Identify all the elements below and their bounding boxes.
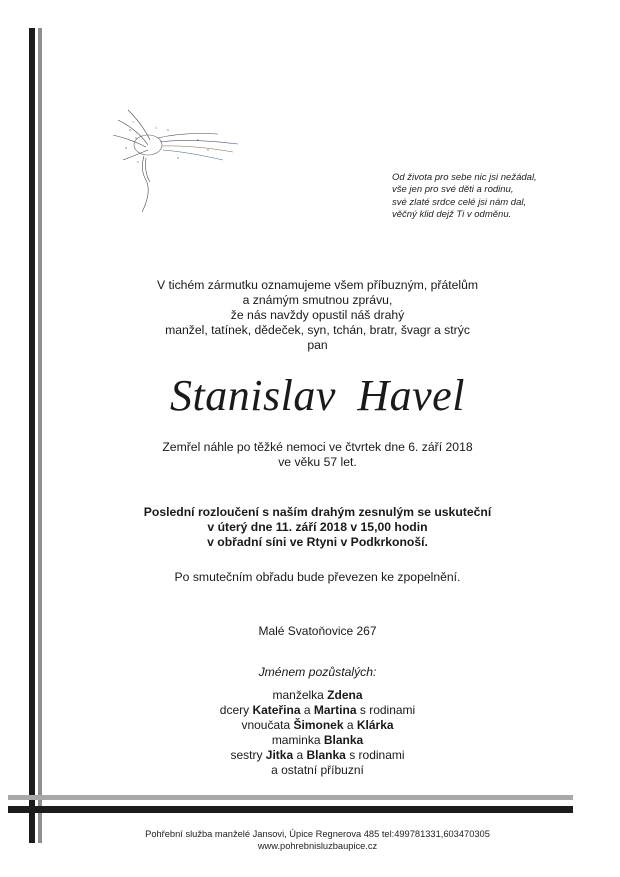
survivor-name: Jitka [265,748,294,762]
survivor-text: a ostatní příbuzní [271,763,364,777]
survivor-name: Šimonek [293,718,344,732]
cremation-note: Po smutečním obřadu bude převezen ke zpopelnění. [174,570,461,584]
survivor-text: vnoučata [241,718,294,732]
footer-contact: Pohřební služba manželé Jansovi, Úpice Regnerova 485 tel:499781331,603470305 [145,829,490,839]
intro-line: že nás navždy opustil náš drahý [230,308,405,322]
survivor-name: Klárka [356,718,394,732]
frame-vertical-dark-line [29,28,35,843]
death-info [40,440,595,470]
survivor-row [40,718,595,733]
age-line: ve věku 57 let. [278,455,357,469]
footer-website: www.pohrebnisluzbaupice.cz [257,841,378,851]
frame-horizontal-dark-line [8,806,573,813]
survivor-text: sestry [230,748,266,762]
motto-line: vše jen pro své děti a rodinu, [392,184,514,196]
intro-line: pan [307,338,328,352]
survivor-row [40,688,595,703]
survivor-row [40,733,595,748]
intro-line: manžel, tatínek, dědeček, syn, tchán, bratr, švagr a strýc [165,323,470,337]
mourning-ornament-icon [108,100,248,220]
survivors-list [40,688,595,778]
motto-line: své zlaté srdce celé jsi nám dal, [392,196,527,208]
survivor-name: Zdena [327,688,363,702]
deceased-name: Stanislav Havel [170,371,465,420]
funeral-info [40,505,595,550]
survivor-row [40,748,595,763]
survivor-text: s rodinami [356,703,416,717]
motto-line: věčný klid dejž Ti v odměnu. [392,209,512,221]
survivor-text: a [300,703,314,717]
survivor-text: a [343,718,357,732]
motto-line: Od života pro sebe nic jsi nežádal, [392,172,537,183]
survivor-text: s rodinami [345,748,405,762]
announcement-intro [40,278,595,353]
survivor-row [40,703,595,718]
survivor-name: Martina [313,703,357,717]
motto-verse [392,172,592,222]
survivor-row [40,763,595,778]
funeral-service-footer [40,828,595,852]
survivor-text: dcery [219,703,253,717]
survivors-heading: Jménem pozůstalých: [258,665,377,679]
survivor-name: Blanka [323,733,364,747]
funeral-line: v obřadní síni ve Rtyni v Podkrkonoší. [207,535,428,549]
death-line: Zemřel náhle po těžké nemoci ve čtvrtek dne 6. září 2018 [162,440,473,454]
intro-line: V tichém zármutku oznamujeme všem příbuzným, přátelům [156,278,479,292]
address: Malé Svatoňovice 267 [258,624,377,638]
survivor-text: maminka [271,733,324,747]
funeral-line: Poslední rozloučení s naším drahým zesnulým se uskuteční [143,505,492,519]
survivor-name: Kateřina [252,703,301,717]
survivor-text: a [293,748,307,762]
survivor-name: Blanka [306,748,346,762]
survivor-text: manželka [272,688,328,702]
frame-horizontal-grey-line [8,795,573,800]
funeral-line: v úterý dne 11. září 2018 v 15,00 hodin [207,520,428,534]
intro-line: a známým smutnou zprávu, [242,293,393,307]
